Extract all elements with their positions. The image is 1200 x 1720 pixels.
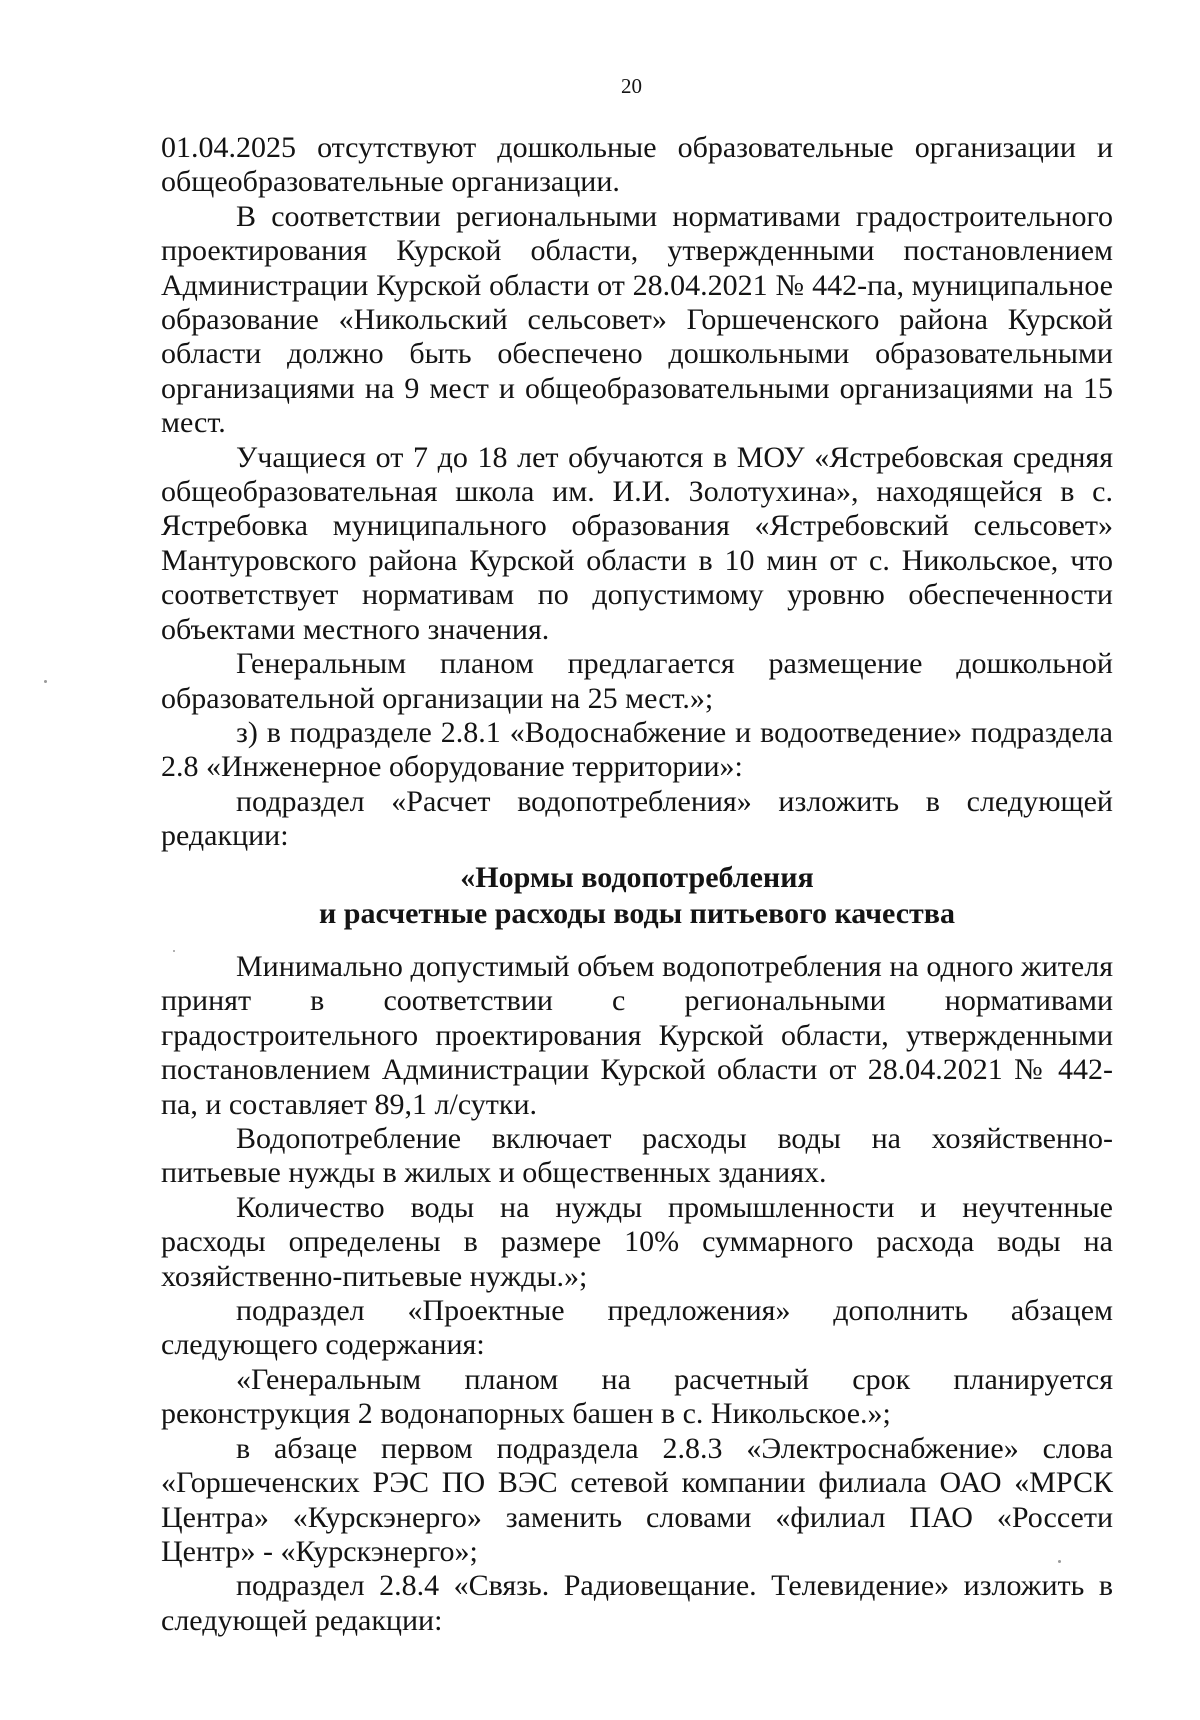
paragraph: 01.04.2025 отсутствуют дошкольные образовательные организации и общеобразовательные организации.	[161, 131, 1113, 199]
paragraph: «Генеральным планом на расчетный срок планируется реконструкция 2 водонапорных башен в с. Никольское.»;	[161, 1362, 1113, 1431]
paragraph: подраздел «Расчет водопотребления» изложить в следующей редакции:	[161, 784, 1113, 853]
body-text-top	[161, 131, 1113, 932]
scan-speck	[173, 950, 175, 952]
paragraph: Минимально допустимый объем водопотребления на одного жителя принят в соответствии с региональными нормативами градостроительного проектирования Курской области, утвержденными постановлением Администрации Курской области от 28.04.2021 № 442-па, и составляет 89,1 л/сутки.	[161, 950, 1113, 1121]
page-number: 20	[621, 74, 642, 98]
paragraph: подраздел «Проектные предложения» дополнить абзацем следующего содержания:	[161, 1294, 1113, 1362]
paragraph: Водопотребление включает расходы воды на хозяйственно-питьевые нужды в жилых и общественных зданиях.	[161, 1122, 1113, 1190]
paragraph: Количество воды на нужды промышленности и неучтенные расходы определены в размере 10% суммарного расхода воды на хозяйственно-питьевые нужды.»;	[161, 1190, 1113, 1293]
paragraph: В соответствии региональными нормативами градостроительного проектирования Курской области, утвержденными постановлением Администрации Курской области от 28.04.2021 № 442-па, муниципальное образование «Никольский сельсовет» Горшеченского района Курской области должно быть обеспечено дошкольными образовательными организациями на 9 мест и общеобразовательными организациями на 15 мест.	[161, 199, 1113, 440]
paragraph: Учащиеся от 7 до 18 лет обучаются в МОУ «Ястребовская средняя общеобразовательная школа им. И.И. Золотухина», находящейся в с. Ястребовка муниципального образования «Ястребовский сельсовет» Мантуровского района Курской области в 10 мин от с. Никольское, что соответствует нормативам по допустимому уровню обеспеченности объектами местного значения.	[161, 440, 1113, 646]
paragraph: в абзаце первом подраздела 2.8.3 «Электроснабжение» слова «Горшеченских РЭС ПО ВЭС сетевой компании филиала ОАО «МРСК Центра» «Курскэнерго» заменить словами «филиал ПАО «Россети Центр» - «Курскэнерго»;	[161, 1431, 1113, 1568]
paragraph: Генеральным планом предлагается размещение дошкольной образовательной организации на 25 мест.»;	[161, 647, 1113, 715]
scan-speck	[1058, 1560, 1061, 1563]
paragraph: подраздел 2.8.4 «Связь. Радиовещание. Телевидение» изложить в следующей редакции:	[161, 1569, 1113, 1637]
section-heading-line-1: «Нормы водопотребления	[460, 860, 814, 894]
body-text-bottom	[161, 950, 1113, 1638]
section-heading-line-2: и расчетные расходы воды питьевого качества	[319, 896, 955, 930]
scan-speck	[44, 680, 47, 683]
paragraph: з) в подразделе 2.8.1 «Водоснабжение и водоотведение» подраздела 2.8 «Инженерное оборудование территории»:	[161, 715, 1113, 784]
